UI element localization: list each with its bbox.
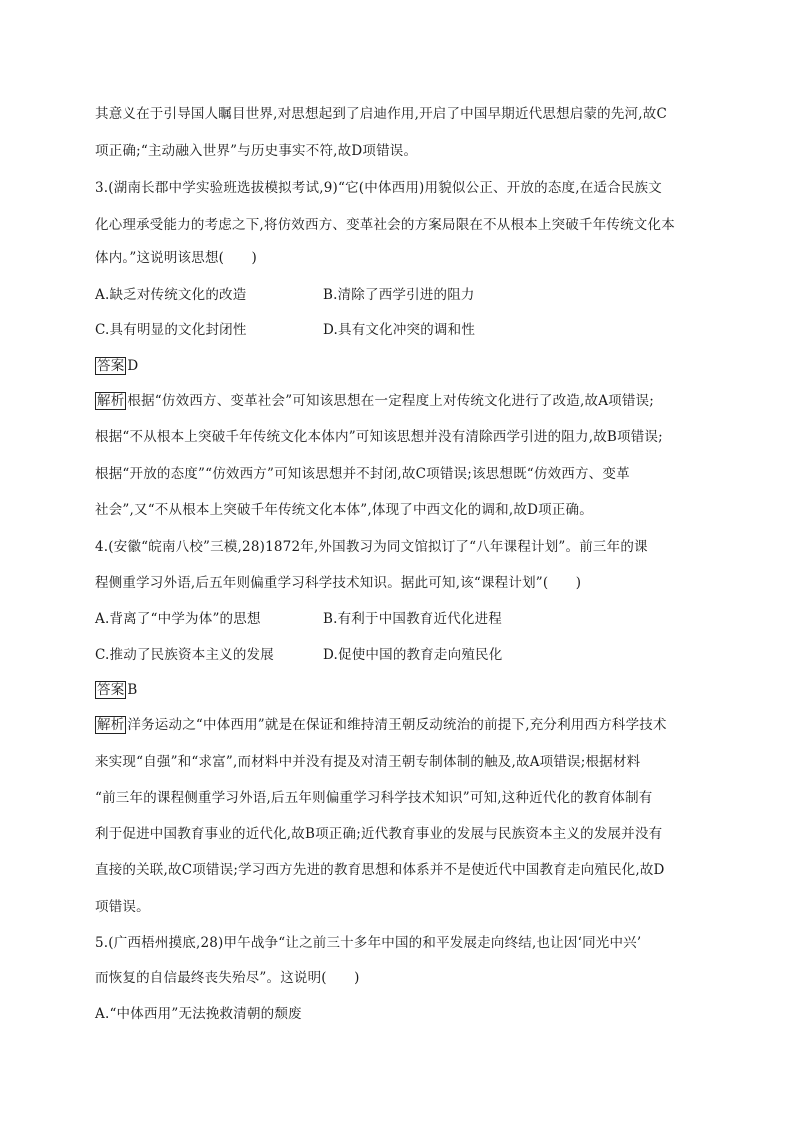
q4-answer-value: B	[127, 682, 138, 698]
answer-label-box: 答案	[97, 358, 125, 374]
answer-label-box: 答案	[97, 682, 125, 698]
analysis-label-box: 解析	[97, 393, 125, 409]
q4-analysis-line-1: 解析 洋务运动之“中体西用”就是在保证和维持清王朝反动统治的前提下,充分利用西方科学技术	[97, 717, 667, 733]
q3-stem-line-3: 体内。”这说明该思想( )	[95, 250, 257, 266]
q4-analysis-line-3: “前三年的课程侧重学习外语,后五年则偏重学习科学技术知识”可知,这种近代化的教育体制有	[95, 790, 653, 806]
q3-answer-value: D	[127, 358, 139, 374]
q4-option-row-1	[95, 610, 503, 628]
q4-stem-line-2: 程侧重学习外语,后五年则偏重学习科学技术知识。据此可知,该“课程计划”( )	[95, 575, 582, 591]
analysis-label-box: 解析	[97, 717, 125, 733]
q4-option-row-2	[95, 646, 503, 664]
q3-answer	[95, 357, 138, 375]
q3-option-b: B.清除了西学引进的阻力	[323, 287, 475, 303]
q4-option-b: B.有利于中国教育近代化进程	[323, 611, 503, 627]
q4-option-c: C.推动了民族资本主义的发展	[95, 647, 274, 663]
q3-analysis-line-3: 根据“开放的态度”“仿效西方”可知该思想并不封闭,故C项错误;该思想既“仿效西方、变革	[95, 466, 630, 482]
q4-analysis-line-5: 直接的关联,故C项错误;学习西方先进的教育思想和体系并不是使近代中国教育走向殖民化,故D	[95, 862, 665, 878]
q4-analysis-line-2: 来实现“自强”和“求富”,而材料中并没有提及对清王朝专制体制的触及,故A项错误;根据材料	[95, 754, 641, 770]
q4-analysis-line-4: 利于促进中国教育事业的近代化,故B项正确;近代教育事业的发展与民族资本主义的发展并没有	[95, 826, 663, 842]
q3-option-d: D.具有文化冲突的调和性	[323, 322, 476, 338]
intro-line-2: 项正确;“主动融入世界”与历史事实不符,故D项错误。	[95, 143, 418, 159]
q3-stem-line-2: 化心理承受能力的考虑之下,将仿效西方、变革社会的方案局限在不从根本上突破千年传统文化本	[95, 217, 675, 233]
q3-stem-line-1: 3.(湖南长郡中学实验班选拔模拟考试,9)“它(中体西用)用貌似公正、开放的态度,在适合民族文	[95, 180, 662, 196]
q4-option-a: A.背离了“中学为体”的思想	[95, 611, 261, 627]
q3-option-row-1	[95, 286, 475, 304]
q3-option-a: A.缺乏对传统文化的改造	[95, 287, 247, 303]
q3-analysis-line-2: 根据“不从根本上突破千年传统文化本体内”可知该思想并没有清除西学引进的阻力,故B项错误;	[95, 429, 663, 445]
q4-answer	[95, 681, 138, 699]
q4-option-d: D.促使中国的教育走向殖民化	[323, 647, 503, 663]
q5-stem-line-2: 而恢复的自信最终丧失殆尽”。这说明( )	[95, 970, 360, 986]
q3-option-row-2	[95, 321, 476, 339]
q4-stem-line-1: 4.(安徽“皖南八校”三模,28)1872年,外国教习为同文馆拟订了“八年课程计划”。前三年的课	[95, 539, 648, 555]
q4-analysis-line-6: 项错误。	[95, 899, 150, 915]
q3-option-c: C.具有明显的文化封闭性	[95, 322, 247, 338]
q5-stem-line-1: 5.(广西梧州摸底,28)甲午战争“让之前三十多年中国的和平发展走向终结,也让因‘同光中兴’	[95, 935, 642, 951]
q3-analysis-line-1: 解析 根据“仿效西方、变革社会”可知该思想在一定程度上对传统文化进行了改造,故A项错误;	[97, 393, 654, 409]
intro-line-1: 其意义在于引导国人瞩目世界,对思想起到了启迪作用,开启了中国早期近代思想启蒙的先河,故C	[95, 106, 668, 122]
q3-analysis-line-4: 社会”,又“不从根本上突破千年传统文化本体”,体现了中西文化的调和,故D项正确。	[95, 502, 593, 518]
q5-option-a: A.“中体西用”无法挽救清朝的颓废	[95, 1006, 302, 1022]
